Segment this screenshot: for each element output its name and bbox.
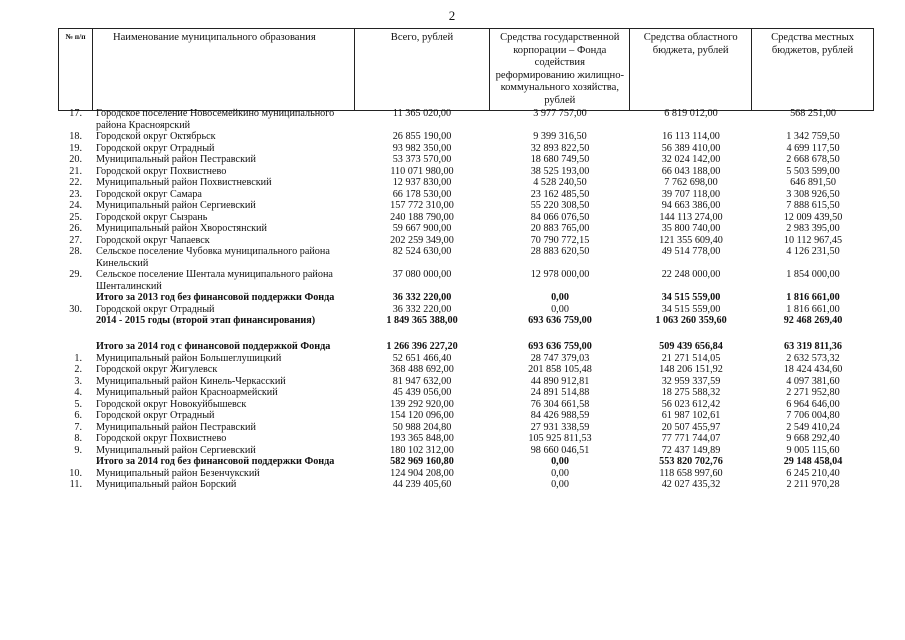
row-local: 1 816 661,00	[786, 303, 840, 315]
row-region: 61 987 102,61	[661, 410, 721, 421]
table-row	[58, 387, 874, 399]
row-name: Городской округ Новокуйбышевск	[96, 398, 247, 410]
row-fund: 84 066 076,50	[530, 211, 590, 223]
header-num: № п/п	[59, 29, 93, 111]
row-region: 39 707 118,00	[661, 188, 721, 200]
row-total: 37 080 000,00	[392, 269, 452, 280]
row-total: 157 772 310,00	[390, 200, 454, 211]
row-region: 34 515 559,00	[661, 292, 721, 303]
row-fund: 24 891 514,88	[530, 387, 590, 398]
row-local: 2 668 678,50	[786, 154, 840, 165]
row-local: 1 342 759,50	[786, 131, 840, 142]
row-name: Городской округ Отрадный	[96, 142, 215, 154]
row-total: 26 855 190,00	[392, 131, 452, 142]
table-row	[58, 166, 874, 178]
row-number: 30.	[69, 303, 82, 315]
row-name: Сельское поселение Чубовка муниципального района Кинельский	[96, 246, 330, 269]
row-number: 28.	[69, 246, 82, 257]
table-row	[58, 212, 874, 224]
row-fund: 693 636 759,00	[528, 315, 592, 326]
row-number	[58, 456, 92, 468]
row-total: 45 439 056,00	[392, 387, 452, 398]
row-fund: 0,00	[551, 479, 569, 490]
row-number: 7.	[74, 421, 82, 433]
row-local: 63 319 811,36	[783, 341, 842, 352]
table-row	[58, 433, 874, 445]
row-fund: 0,00	[551, 303, 569, 315]
header-fund: Средства государственной корпорации – Фонда содействия реформированию жилищно-коммунального хозяйства, рублей	[490, 29, 630, 111]
row-name: Городской округ Чапаевск	[96, 234, 210, 246]
row-region: 66 043 188,00	[661, 165, 721, 177]
row-local: 7 888 615,50	[786, 200, 840, 211]
row-number: 25.	[69, 211, 82, 223]
row-total: 240 188 790,00	[390, 211, 454, 223]
header-region: Средства областного бюджета, рублей	[630, 29, 752, 111]
row-name: Муниципальный район Пестравский	[96, 154, 256, 165]
table-row	[58, 246, 874, 269]
row-fund: 9 399 316,50	[533, 131, 587, 142]
header-total: Всего, рублей	[354, 29, 490, 111]
row-region: 72 437 149,89	[661, 444, 721, 456]
row-region: 77 771 744,07	[661, 433, 721, 444]
row-number: 19.	[69, 142, 82, 154]
row-name: Муниципальный район Пестравский	[96, 421, 256, 433]
row-number: 2.	[74, 364, 82, 375]
row-region: 56 023 612,42	[661, 398, 721, 410]
table-header	[58, 28, 874, 111]
row-total: 36 332 220,00	[392, 292, 452, 303]
row-total: 1 849 365 388,00	[386, 315, 458, 326]
row-name: Итого за 2014 год без финансовой поддержки Фонда	[96, 456, 335, 467]
row-name: Итого за 2013 год без финансовой поддержки Фонда	[96, 292, 335, 303]
row-local: 6 245 210,40	[786, 467, 840, 479]
row-fund: 4 528 240,50	[533, 177, 587, 188]
row-number: 5.	[74, 398, 82, 410]
row-local: 646 891,50	[790, 177, 836, 188]
row-number: 18.	[69, 131, 82, 142]
table-row-total	[58, 456, 874, 468]
row-fund: 0,00	[551, 467, 569, 479]
table-row	[58, 200, 874, 212]
row-region: 42 027 435,32	[661, 479, 721, 490]
row-name: Итого за 2014 год с финансовой поддержкой Фонда	[96, 341, 331, 352]
table-row-total	[58, 315, 874, 327]
row-fund: 0,00	[551, 456, 569, 467]
row-name: Городской округ Сызрань	[96, 211, 208, 223]
row-local: 4 126 231,50	[786, 246, 840, 257]
row-local: 6 964 646,00	[786, 398, 840, 410]
row-number: 1.	[74, 352, 82, 364]
row-region: 118 658 997,60	[659, 467, 723, 479]
row-name: Муниципальный район Красноармейский	[96, 387, 278, 398]
row-local: 7 706 004,80	[786, 410, 840, 421]
row-number	[58, 292, 92, 304]
header-name: Наименование муниципального образования	[92, 29, 354, 111]
row-name: Муниципальный район Похвистневский	[96, 177, 272, 188]
row-region: 553 820 702,76	[659, 456, 723, 467]
row-total: 52 651 466,40	[392, 352, 452, 364]
row-local: 1 816 661,00	[786, 292, 840, 303]
row-total: 93 982 350,00	[392, 142, 452, 154]
row-fund: 27 931 338,59	[530, 421, 590, 433]
row-region: 121 355 609,40	[659, 234, 723, 246]
table-row-total	[58, 327, 874, 353]
row-local: 2 549 410,24	[786, 421, 840, 433]
row-total: 36 332 220,00	[392, 303, 452, 315]
row-region: 7 762 698,00	[664, 177, 718, 188]
row-name: Муниципальный район Большеглушицкий	[96, 352, 282, 364]
row-local: 2 271 952,80	[786, 387, 840, 398]
row-number: 4.	[74, 387, 82, 398]
row-total: 139 292 920,00	[390, 398, 454, 410]
row-number: 11.	[69, 479, 82, 490]
table-row	[58, 468, 874, 480]
table-row	[58, 189, 874, 201]
row-local: 4 097 381,60	[786, 375, 840, 387]
row-number: 10.	[69, 467, 82, 479]
row-region: 22 248 000,00	[661, 269, 721, 280]
row-fund: 28 883 620,50	[530, 246, 590, 257]
row-number	[58, 315, 92, 327]
row-fund: 0,00	[551, 292, 569, 303]
row-name: Муниципальный район Борский	[96, 479, 237, 490]
row-region: 32 959 337,59	[661, 375, 721, 387]
row-fund: 12 978 000,00	[530, 269, 590, 280]
row-fund: 84 426 988,59	[530, 410, 590, 421]
row-number: 6.	[74, 410, 82, 421]
row-total: 66 178 530,00	[392, 188, 452, 200]
row-local: 29 148 458,04	[783, 456, 843, 467]
row-number: 27.	[69, 234, 82, 246]
header-local: Средства местных бюджетов, рублей	[752, 29, 874, 111]
row-fund: 98 660 046,51	[530, 444, 590, 456]
row-name: Городской округ Отрадный	[96, 410, 215, 421]
table-row	[58, 131, 874, 143]
row-name: Муниципальный район Хворостянский	[96, 223, 267, 234]
row-total: 44 239 405,60	[392, 479, 452, 490]
row-total: 11 365 020,00	[392, 108, 452, 119]
table-row	[58, 376, 874, 388]
row-name: Городской округ Жигулевск	[96, 364, 218, 375]
row-region: 35 800 740,00	[661, 223, 721, 234]
row-name: Городское поселение Новосемейкино муниципального района Красноярский	[96, 108, 335, 131]
row-local: 92 468 269,40	[783, 315, 843, 326]
table-row	[58, 269, 874, 292]
row-fund: 44 890 912,81	[530, 375, 590, 387]
row-total: 81 947 632,00	[392, 375, 452, 387]
table-row	[58, 410, 874, 422]
row-name: Городской округ Отрадный	[96, 303, 215, 315]
row-total: 82 524 630,00	[392, 246, 452, 257]
row-fund: 28 747 379,03	[530, 352, 590, 364]
row-total: 202 259 349,00	[390, 234, 454, 246]
row-region: 94 663 386,00	[661, 200, 721, 211]
row-local: 568 251,00	[790, 108, 836, 119]
table-row-total	[58, 292, 874, 304]
row-region: 34 515 559,00	[661, 303, 721, 315]
row-fund: 20 883 765,00	[530, 223, 590, 234]
table-row	[58, 235, 874, 247]
row-number: 17.	[69, 108, 82, 119]
row-name: 2014 - 2015 годы (второй этап финансирования)	[96, 315, 316, 326]
table-row	[58, 223, 874, 235]
table-row	[58, 422, 874, 434]
table-row	[58, 143, 874, 155]
row-total: 193 365 848,00	[390, 433, 454, 444]
row-fund: 55 220 308,50	[530, 200, 590, 211]
row-total: 1 266 396 227,20	[386, 341, 458, 352]
row-name: Городской округ Похвистнево	[96, 433, 227, 444]
row-local: 12 009 439,50	[783, 211, 843, 223]
row-name: Муниципальный район Сергиевский	[96, 200, 256, 211]
table-body	[58, 108, 874, 491]
page-number: 2	[448, 8, 456, 23]
row-fund: 105 925 811,53	[528, 433, 592, 444]
row-region: 20 507 455,97	[661, 421, 721, 433]
row-number: 23.	[69, 188, 82, 200]
row-number: 29.	[69, 269, 82, 280]
row-total: 154 120 096,00	[390, 410, 454, 421]
row-fund: 23 162 485,50	[530, 188, 590, 200]
row-number: 21.	[69, 165, 82, 177]
row-number: 20.	[69, 154, 82, 165]
row-region: 144 113 274,00	[659, 211, 723, 223]
row-region: 49 514 778,00	[661, 246, 721, 257]
table-row	[58, 353, 874, 365]
row-local: 9 005 115,60	[786, 444, 840, 456]
table-row	[58, 304, 874, 316]
table-row	[58, 399, 874, 411]
row-fund: 76 304 661,58	[530, 398, 590, 410]
row-local: 10 112 967,45	[783, 234, 843, 246]
row-number: 9.	[74, 444, 82, 456]
row-name: Городской округ Самара	[96, 188, 202, 200]
row-number: 8.	[74, 433, 82, 444]
row-region: 21 271 514,05	[661, 352, 721, 364]
row-total: 59 667 900,00	[392, 223, 452, 234]
row-region: 509 439 656,84	[659, 341, 723, 352]
row-number: 3.	[74, 375, 82, 387]
row-name: Городской округ Похвистнево	[96, 165, 227, 177]
row-region: 6 819 012,00	[664, 108, 718, 119]
row-region: 1 063 260 359,60	[655, 315, 727, 326]
row-total: 12 937 830,00	[392, 177, 452, 188]
row-number	[58, 327, 92, 353]
table-row	[58, 154, 874, 166]
row-region: 16 113 114,00	[662, 131, 720, 142]
row-fund: 3 977 757,00	[533, 108, 587, 119]
row-total: 110 071 980,00	[390, 165, 454, 177]
table-row	[58, 445, 874, 457]
row-fund: 38 525 193,00	[530, 165, 590, 177]
row-name: Городской округ Октябрьск	[96, 131, 216, 142]
row-total: 582 969 160,80	[390, 456, 454, 467]
header-row	[59, 29, 874, 111]
row-name: Муниципальный район Безенчукский	[96, 467, 260, 479]
row-local: 2 983 395,00	[786, 223, 840, 234]
row-total: 50 988 204,80	[392, 421, 452, 433]
row-name: Муниципальный район Кинель-Черкасский	[96, 375, 286, 387]
row-fund: 70 790 772,15	[530, 234, 590, 246]
table-row	[58, 364, 874, 376]
row-region: 148 206 151,92	[659, 364, 723, 375]
row-local: 2 632 573,32	[786, 352, 840, 364]
row-total: 368 488 692,00	[390, 364, 454, 375]
row-total: 53 373 570,00	[392, 154, 452, 165]
table-row	[58, 479, 874, 491]
row-local: 2 211 970,28	[786, 479, 840, 490]
row-total: 180 102 312,00	[390, 444, 454, 456]
row-fund: 201 858 105,48	[528, 364, 592, 375]
row-fund: 693 636 759,00	[528, 341, 592, 352]
row-region: 32 024 142,00	[661, 154, 721, 165]
row-local: 1 854 000,00	[786, 269, 840, 280]
row-number: 22.	[69, 177, 82, 188]
row-local: 3 308 926,50	[786, 188, 840, 200]
row-fund: 32 893 822,50	[530, 142, 590, 154]
row-number: 26.	[69, 223, 82, 234]
row-number: 24.	[69, 200, 82, 211]
row-name: Сельское поселение Шентала муниципального района Шенталинский	[96, 269, 333, 292]
row-local: 9 668 292,40	[786, 433, 840, 444]
table-row	[58, 177, 874, 189]
row-region: 18 275 588,32	[661, 387, 721, 398]
row-local: 4 699 117,50	[786, 142, 840, 154]
row-local: 18 424 434,60	[783, 364, 843, 375]
row-local: 5 503 599,00	[786, 165, 840, 177]
row-total: 124 904 208,00	[390, 467, 454, 479]
table-row	[58, 108, 874, 131]
row-fund: 18 680 749,50	[530, 154, 590, 165]
row-name: Муниципальный район Сергиевский	[96, 444, 256, 456]
row-region: 56 389 410,00	[661, 142, 721, 154]
